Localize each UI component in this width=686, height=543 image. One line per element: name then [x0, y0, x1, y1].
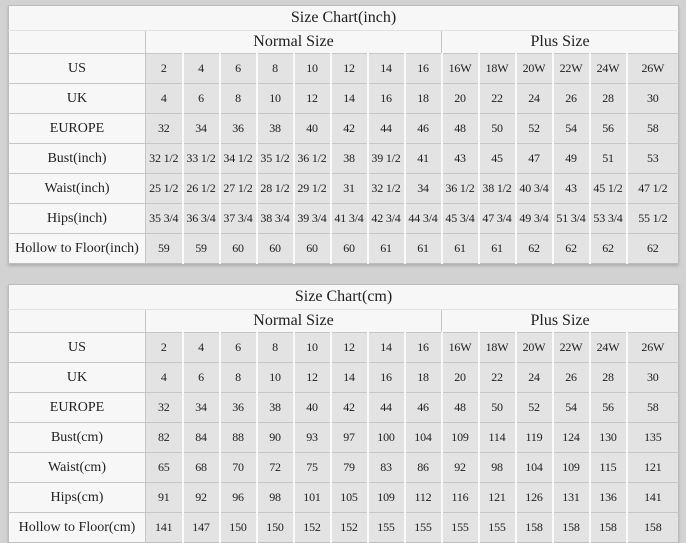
- size-value-cell: 155: [405, 513, 442, 543]
- table-row: [9, 453, 679, 483]
- size-value-cell: 98: [479, 453, 516, 483]
- size-value-cell: 55 1/2: [627, 204, 679, 234]
- size-value-cell: 8: [257, 333, 294, 363]
- size-value-cell: 39 3/4: [294, 204, 331, 234]
- size-chart-page: [0, 5, 686, 535]
- size-value-cell: 155: [368, 513, 405, 543]
- size-value-cell: 62: [590, 234, 627, 264]
- table-row: [9, 204, 679, 234]
- size-value-cell: 124: [553, 423, 590, 453]
- size-value-cell: 53: [627, 144, 679, 174]
- size-value-cell: 40: [294, 114, 331, 144]
- table-row: [9, 513, 679, 543]
- size-value-cell: 131: [553, 483, 590, 513]
- size-value-cell: 20: [442, 363, 479, 393]
- size-value-cell: 121: [479, 483, 516, 513]
- size-value-cell: 18W: [479, 54, 516, 84]
- size-value-cell: 58: [627, 393, 679, 423]
- row-label: Bust(inch): [9, 144, 146, 174]
- size-value-cell: 40: [294, 393, 331, 423]
- table-row: [9, 234, 679, 264]
- size-value-cell: 109: [368, 483, 405, 513]
- size-value-cell: 18: [405, 363, 442, 393]
- size-value-cell: 119: [516, 423, 553, 453]
- table-title-row: [9, 6, 679, 31]
- size-value-cell: 45: [479, 144, 516, 174]
- size-value-cell: 72: [257, 453, 294, 483]
- size-value-cell: 4: [146, 84, 183, 114]
- size-value-cell: 47 3/4: [479, 204, 516, 234]
- table-title-row: [9, 285, 679, 310]
- size-value-cell: 30: [627, 363, 679, 393]
- table-row: [9, 54, 679, 84]
- size-value-cell: 26: [553, 84, 590, 114]
- size-value-cell: 62: [627, 234, 679, 264]
- size-value-cell: 97: [331, 423, 368, 453]
- size-value-cell: 35 3/4: [146, 204, 183, 234]
- size-value-cell: 104: [516, 453, 553, 483]
- size-value-cell: 42: [331, 114, 368, 144]
- size-value-cell: 56: [590, 114, 627, 144]
- size-value-cell: 116: [442, 483, 479, 513]
- size-value-cell: 53 3/4: [590, 204, 627, 234]
- size-value-cell: 8: [257, 54, 294, 84]
- size-value-cell: 34: [183, 114, 220, 144]
- row-label: Hips(inch): [9, 204, 146, 234]
- size-value-cell: 28: [590, 84, 627, 114]
- size-value-cell: 45 3/4: [442, 204, 479, 234]
- size-value-cell: 70: [220, 453, 257, 483]
- size-value-cell: 60: [294, 234, 331, 264]
- size-value-cell: 22W: [553, 54, 590, 84]
- size-value-cell: 52: [516, 393, 553, 423]
- size-value-cell: 114: [479, 423, 516, 453]
- size-value-cell: 36: [220, 114, 257, 144]
- table-row: [9, 174, 679, 204]
- size-value-cell: 10: [257, 84, 294, 114]
- size-value-cell: 36 3/4: [183, 204, 220, 234]
- row-label: US: [9, 333, 146, 363]
- size-value-cell: 2: [146, 333, 183, 363]
- size-value-cell: 54: [553, 393, 590, 423]
- size-value-cell: 150: [257, 513, 294, 543]
- size-value-cell: 34 1/2: [220, 144, 257, 174]
- size-value-cell: 46: [405, 114, 442, 144]
- size-value-cell: 47 1/2: [627, 174, 679, 204]
- size-value-cell: 158: [553, 513, 590, 543]
- plus-size-header: Plus Size: [442, 310, 679, 333]
- size-value-cell: 41: [405, 144, 442, 174]
- size-value-cell: 121: [627, 453, 679, 483]
- size-value-cell: 91: [146, 483, 183, 513]
- size-value-cell: 16: [405, 333, 442, 363]
- row-label: Hollow to Floor(inch): [9, 234, 146, 264]
- size-value-cell: 98: [257, 483, 294, 513]
- size-value-cell: 75: [294, 453, 331, 483]
- size-value-cell: 34: [183, 393, 220, 423]
- row-label: Waist(inch): [9, 174, 146, 204]
- size-value-cell: 36 1/2: [442, 174, 479, 204]
- size-value-cell: 2: [146, 54, 183, 84]
- size-value-cell: 24: [516, 84, 553, 114]
- size-value-cell: 20: [442, 84, 479, 114]
- size-value-cell: 155: [479, 513, 516, 543]
- size-value-cell: 38: [331, 144, 368, 174]
- size-value-cell: 12: [294, 84, 331, 114]
- size-value-cell: 28 1/2: [257, 174, 294, 204]
- size-value-cell: 33 1/2: [183, 144, 220, 174]
- size-value-cell: 62: [516, 234, 553, 264]
- size-value-cell: 61: [405, 234, 442, 264]
- size-value-cell: 6: [183, 363, 220, 393]
- table-title: Size Chart(cm): [9, 285, 679, 310]
- size-value-cell: 68: [183, 453, 220, 483]
- size-value-cell: 6: [220, 54, 257, 84]
- row-label: Hollow to Floor(cm): [9, 513, 146, 543]
- size-value-cell: 147: [183, 513, 220, 543]
- size-value-cell: 30: [627, 84, 679, 114]
- size-value-cell: 39 1/2: [368, 144, 405, 174]
- row-label: Hips(cm): [9, 483, 146, 513]
- size-value-cell: 79: [331, 453, 368, 483]
- size-value-cell: 36 1/2: [294, 144, 331, 174]
- size-value-cell: 59: [146, 234, 183, 264]
- size-value-cell: 26W: [627, 54, 679, 84]
- size-value-cell: 49: [553, 144, 590, 174]
- table-title: Size Chart(inch): [9, 6, 679, 31]
- size-value-cell: 59: [183, 234, 220, 264]
- size-value-cell: 90: [257, 423, 294, 453]
- size-value-cell: 6: [183, 84, 220, 114]
- size-value-cell: 24W: [590, 333, 627, 363]
- size-value-cell: 35 1/2: [257, 144, 294, 174]
- size-value-cell: 136: [590, 483, 627, 513]
- size-value-cell: 105: [331, 483, 368, 513]
- size-value-cell: 48: [442, 393, 479, 423]
- size-value-cell: 155: [442, 513, 479, 543]
- size-value-cell: 20W: [516, 54, 553, 84]
- size-value-cell: 141: [627, 483, 679, 513]
- size-value-cell: 4: [183, 333, 220, 363]
- size-value-cell: 25 1/2: [146, 174, 183, 204]
- size-value-cell: 60: [220, 234, 257, 264]
- size-value-cell: 14: [368, 333, 405, 363]
- size-value-cell: 14: [331, 363, 368, 393]
- size-value-cell: 22: [479, 363, 516, 393]
- size-value-cell: 150: [220, 513, 257, 543]
- size-value-cell: 10: [294, 333, 331, 363]
- size-value-cell: 38 1/2: [479, 174, 516, 204]
- size-value-cell: 100: [368, 423, 405, 453]
- size-value-cell: 126: [516, 483, 553, 513]
- size-value-cell: 32 1/2: [146, 144, 183, 174]
- row-label: UK: [9, 363, 146, 393]
- size-value-cell: 43: [442, 144, 479, 174]
- size-value-cell: 32: [146, 393, 183, 423]
- size-value-cell: 135: [627, 423, 679, 453]
- size-value-cell: 93: [294, 423, 331, 453]
- corner-cell: [9, 31, 146, 54]
- size-value-cell: 86: [405, 453, 442, 483]
- size-value-cell: 34: [405, 174, 442, 204]
- size-value-cell: 14: [331, 84, 368, 114]
- size-value-cell: 14: [368, 54, 405, 84]
- size-value-cell: 112: [405, 483, 442, 513]
- size-value-cell: 37 3/4: [220, 204, 257, 234]
- size-value-cell: 104: [405, 423, 442, 453]
- size-value-cell: 12: [331, 333, 368, 363]
- size-value-cell: 50: [479, 114, 516, 144]
- size-value-cell: 32: [146, 114, 183, 144]
- size-value-cell: 24W: [590, 54, 627, 84]
- size-value-cell: 158: [590, 513, 627, 543]
- row-label: Waist(cm): [9, 453, 146, 483]
- size-value-cell: 18: [405, 84, 442, 114]
- size-value-cell: 50: [479, 393, 516, 423]
- size-value-cell: 40 3/4: [516, 174, 553, 204]
- size-value-cell: 16W: [442, 54, 479, 84]
- size-value-cell: 8: [220, 84, 257, 114]
- size-value-cell: 32 1/2: [368, 174, 405, 204]
- size-value-cell: 52: [516, 114, 553, 144]
- size-value-cell: 28: [590, 363, 627, 393]
- size-value-cell: 38 3/4: [257, 204, 294, 234]
- size-value-cell: 10: [294, 54, 331, 84]
- size-value-cell: 96: [220, 483, 257, 513]
- size-value-cell: 158: [627, 513, 679, 543]
- table-row: [9, 363, 679, 393]
- column-group-header-row: [9, 310, 679, 333]
- size-value-cell: 26 1/2: [183, 174, 220, 204]
- size-value-cell: 152: [294, 513, 331, 543]
- size-value-cell: 109: [442, 423, 479, 453]
- size-value-cell: 4: [183, 54, 220, 84]
- size-value-cell: 29 1/2: [294, 174, 331, 204]
- size-chart-cm-table: [8, 284, 679, 543]
- size-value-cell: 48: [442, 114, 479, 144]
- size-value-cell: 49 3/4: [516, 204, 553, 234]
- size-value-cell: 47: [516, 144, 553, 174]
- row-label: Bust(cm): [9, 423, 146, 453]
- size-value-cell: 16W: [442, 333, 479, 363]
- size-value-cell: 38: [257, 393, 294, 423]
- normal-size-header: Normal Size: [146, 31, 442, 54]
- row-label: US: [9, 54, 146, 84]
- table-row: [9, 333, 679, 363]
- size-value-cell: 92: [183, 483, 220, 513]
- size-chart-inch-table: [8, 5, 679, 264]
- size-value-cell: 22W: [553, 333, 590, 363]
- size-value-cell: 61: [479, 234, 516, 264]
- size-value-cell: 130: [590, 423, 627, 453]
- normal-size-header: Normal Size: [146, 310, 442, 333]
- size-value-cell: 141: [146, 513, 183, 543]
- row-label: EUROPE: [9, 393, 146, 423]
- table-row: [9, 393, 679, 423]
- size-value-cell: 60: [257, 234, 294, 264]
- table-row: [9, 483, 679, 513]
- size-value-cell: 4: [146, 363, 183, 393]
- table-row: [9, 423, 679, 453]
- size-value-cell: 16: [368, 84, 405, 114]
- size-value-cell: 51 3/4: [553, 204, 590, 234]
- size-value-cell: 58: [627, 114, 679, 144]
- column-group-header-row: [9, 31, 679, 54]
- size-value-cell: 16: [368, 363, 405, 393]
- size-value-cell: 12: [294, 363, 331, 393]
- size-value-cell: 82: [146, 423, 183, 453]
- size-value-cell: 41 3/4: [331, 204, 368, 234]
- size-value-cell: 42 3/4: [368, 204, 405, 234]
- size-value-cell: 6: [220, 333, 257, 363]
- row-label: UK: [9, 84, 146, 114]
- size-value-cell: 101: [294, 483, 331, 513]
- size-value-cell: 65: [146, 453, 183, 483]
- size-value-cell: 36: [220, 393, 257, 423]
- size-value-cell: 61: [442, 234, 479, 264]
- size-value-cell: 22: [479, 84, 516, 114]
- size-value-cell: 152: [331, 513, 368, 543]
- size-value-cell: 83: [368, 453, 405, 483]
- size-value-cell: 24: [516, 363, 553, 393]
- size-value-cell: 44: [368, 393, 405, 423]
- table-row: [9, 114, 679, 144]
- size-value-cell: 158: [516, 513, 553, 543]
- size-value-cell: 56: [590, 393, 627, 423]
- size-value-cell: 51: [590, 144, 627, 174]
- size-value-cell: 109: [553, 453, 590, 483]
- row-label: EUROPE: [9, 114, 146, 144]
- size-value-cell: 44 3/4: [405, 204, 442, 234]
- table-row: [9, 84, 679, 114]
- size-value-cell: 62: [553, 234, 590, 264]
- size-value-cell: 43: [553, 174, 590, 204]
- size-value-cell: 88: [220, 423, 257, 453]
- corner-cell: [9, 310, 146, 333]
- size-value-cell: 26: [553, 363, 590, 393]
- size-value-cell: 8: [220, 363, 257, 393]
- size-value-cell: 20W: [516, 333, 553, 363]
- plus-size-header: Plus Size: [442, 31, 679, 54]
- size-value-cell: 45 1/2: [590, 174, 627, 204]
- size-value-cell: 84: [183, 423, 220, 453]
- size-value-cell: 61: [368, 234, 405, 264]
- size-value-cell: 18W: [479, 333, 516, 363]
- size-value-cell: 31: [331, 174, 368, 204]
- size-value-cell: 115: [590, 453, 627, 483]
- size-value-cell: 44: [368, 114, 405, 144]
- size-value-cell: 60: [331, 234, 368, 264]
- table-row: [9, 144, 679, 174]
- size-value-cell: 42: [331, 393, 368, 423]
- size-value-cell: 46: [405, 393, 442, 423]
- size-value-cell: 54: [553, 114, 590, 144]
- size-value-cell: 12: [331, 54, 368, 84]
- size-value-cell: 26W: [627, 333, 679, 363]
- size-value-cell: 38: [257, 114, 294, 144]
- size-value-cell: 16: [405, 54, 442, 84]
- size-value-cell: 27 1/2: [220, 174, 257, 204]
- size-value-cell: 10: [257, 363, 294, 393]
- size-value-cell: 92: [442, 453, 479, 483]
